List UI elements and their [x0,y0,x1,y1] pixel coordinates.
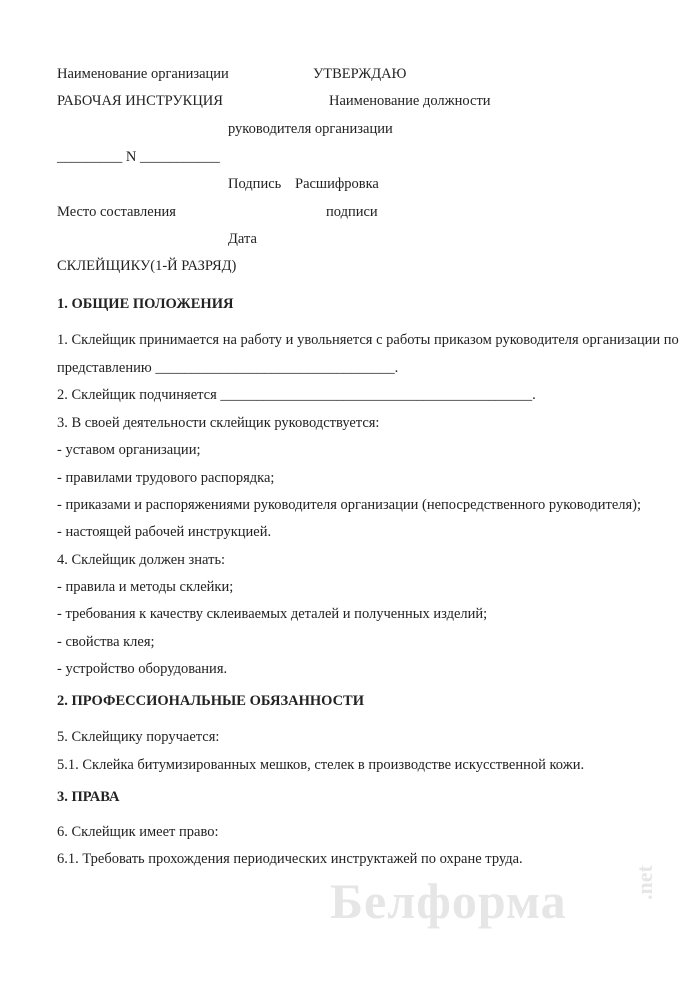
place-label: Место составления [57,204,176,220]
doc-title: СКЛЕЙЩИКУ(1-Й РАЗРЯД) [57,258,237,274]
list-item: - правилами трудового распорядка; [57,470,275,486]
signature2-label: подписи [326,204,378,220]
watermark-suffix: .net [632,865,657,900]
position-name: Наименование должности [329,93,491,109]
list-item: - устройство оборудования. [57,661,228,677]
list-item: - приказами и распоряжениями руководителя организации (непосредственного руководителя); [57,497,642,513]
paragraph: 6.1. Требовать прохождения периодических инструктажей по охране труда. [57,851,523,867]
paragraph: 3. В своей деятельности склейщик руководствуется: [57,415,380,431]
decoding-label: Расшифровка [295,176,379,192]
signature-label: Подпись [228,176,282,192]
paragraph: 6. Склейщик имеет право: [57,824,219,840]
list-item: - требования к качеству склеиваемых деталей и полученных изделий; [57,606,488,622]
paragraph: 2. Склейщик подчиняется ___________________________________________. [57,387,536,403]
watermark-logo: Белформа [330,873,567,929]
paragraph: 4. Склейщик должен знать: [57,552,226,568]
paragraph: 5.1. Склейка битумизированных мешков, стелек в производстве искусственной кожи. [57,757,585,773]
section-heading: 3. ПРАВА [57,789,120,805]
paragraph: представлению _________________________________. [57,360,399,376]
date-label: Дата [228,231,257,247]
section-heading: 2. ПРОФЕССИОНАЛЬНЫЕ ОБЯЗАННОСТИ [57,693,364,709]
paragraph: 1. Склейщик принимается на работу и увольняется с работы приказом руководителя организации по [57,332,679,348]
section-heading: 1. ОБЩИЕ ПОЛОЖЕНИЯ [57,296,234,312]
list-item: - настоящей рабочей инструкцией. [57,524,272,540]
doc-type: РАБОЧАЯ ИНСТРУКЦИЯ [57,93,223,109]
head-of-org: руководителя организации [228,121,393,137]
list-item: - уставом организации; [57,442,201,458]
list-item: - свойства клея; [57,634,155,650]
paragraph: 5. Склейщику поручается: [57,729,220,745]
list-item: - правила и методы склейки; [57,579,234,595]
number-line: _________ N ___________ [57,149,220,165]
org-name: Наименование организации [57,66,229,82]
approve-label: УТВЕРЖДАЮ [313,66,407,82]
